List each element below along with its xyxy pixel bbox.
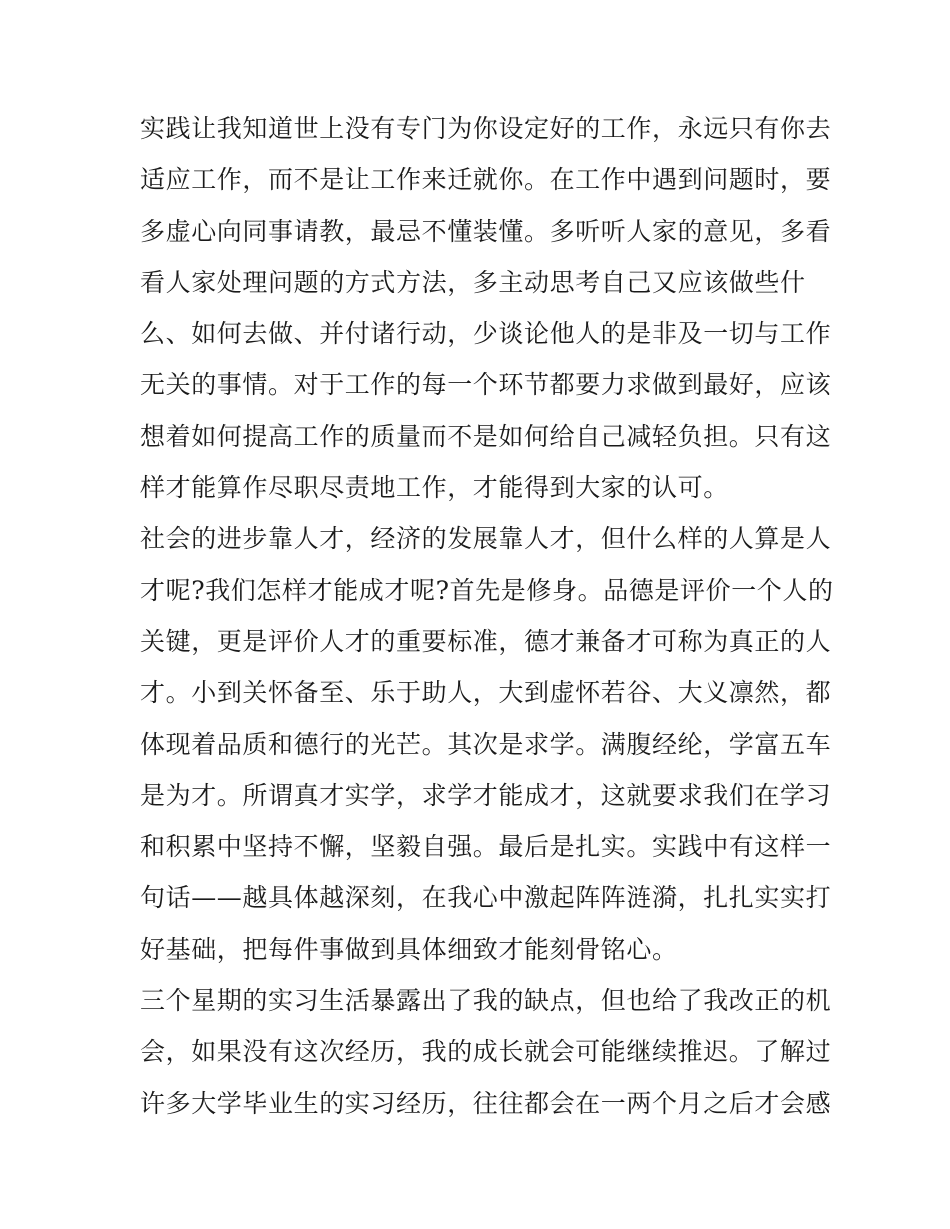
document-body (140, 103, 834, 1129)
text-line: 适应工作，而不是让工作来迁就你。在工作中遇到问题时，要 (140, 165, 832, 195)
text-line: 体现着品质和德行的光芒。其次是求学。满腹经纶，学富五车 (140, 729, 832, 759)
text-line: 三个星期的实习生活暴露出了我的缺点，但也给了我改正的机 (140, 986, 832, 1016)
text-line: 许多大学毕业生的实习经历，往往都会在一两个月之后才会感 (140, 1088, 832, 1118)
text-line: 会，如果没有这次经历，我的成长就会可能继续推迟。了解过 (140, 1037, 832, 1067)
text-line: 好基础，把每件事做到具体细致才能刻骨铭心。 (140, 934, 678, 964)
text-line: 句话——越具体越深刻，在我心中激起阵阵涟漪，扎扎实实打 (140, 883, 832, 913)
text-line: 关键，更是评价人才的重要标准，德才兼备才可称为真正的人 (140, 626, 832, 656)
text-line: 才呢?我们怎样才能成才呢?首先是修身。品德是评价一个人的 (140, 575, 834, 605)
text-line: 是为才。所谓真才实学，求学才能成才，这就要求我们在学习 (140, 780, 832, 810)
text-line: 和积累中坚持不懈，坚毅自强。最后是扎实。实践中有这样一 (140, 832, 832, 862)
text-line: 想着如何提高工作的质量而不是如何给自己减轻负担。只有这 (140, 421, 832, 451)
text-line: 实践让我知道世上没有专门为你设定好的工作，永远只有你去 (140, 114, 832, 143)
text-line: 么、如何去做、并付诸行动，少谈论他人的是非及一切与工作 (140, 319, 832, 349)
text-line: 才。小到关怀备至、乐于助人，大到虚怀若谷、大义凛然，都 (140, 678, 832, 708)
text-line: 样才能算作尽职尽责地工作，才能得到大家的认可。 (140, 473, 729, 503)
text-line: 多虚心向同事请教，最忌不懂装懂。多听听人家的意见，多看 (140, 216, 832, 246)
text-line: 无关的事情。对于工作的每一个环节都要力求做到最好，应该 (140, 370, 832, 400)
text-line: 社会的进步靠人才，经济的发展靠人才，但什么样的人算是人 (140, 524, 832, 554)
text-line: 看人家处理问题的方式方法，多主动思考自己又应该做些什 (140, 267, 806, 297)
